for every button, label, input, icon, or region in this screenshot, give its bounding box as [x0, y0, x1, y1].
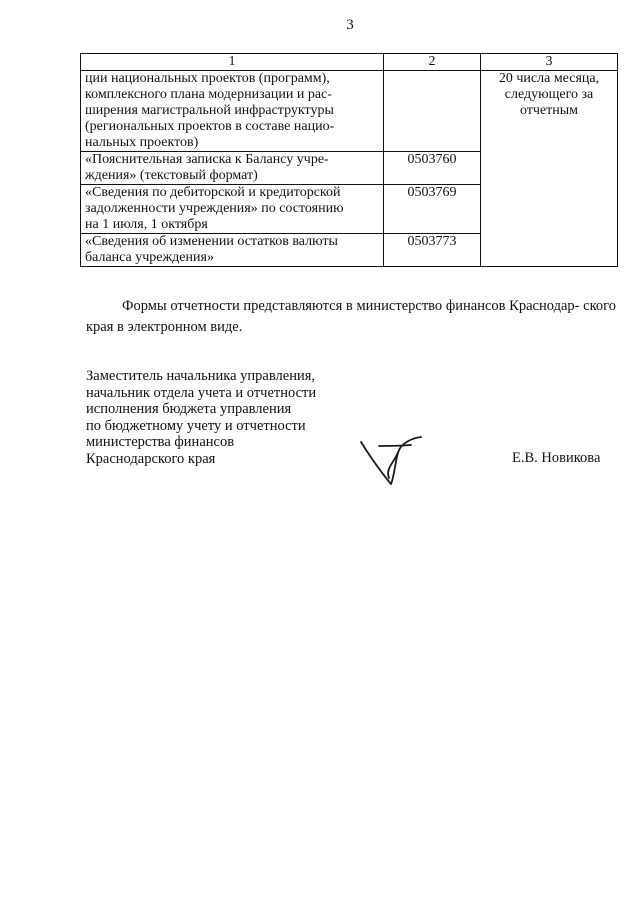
position-line: Краснодарского края [86, 450, 216, 467]
header-cell-2: 2 [384, 54, 481, 71]
form-name-line: «Сведения по дебиторской и кредиторской [85, 185, 341, 200]
signatory-name: Е.В. Новикова [512, 450, 601, 466]
position-line: исполнения бюджета управления [86, 401, 292, 417]
submission-paragraph [86, 296, 616, 338]
form-name-line: (региональных проектов в составе нацио- [85, 119, 335, 134]
form-name-line: «Сведения об изменении остатков валюты [85, 234, 338, 249]
form-code-cell: 0503773 [384, 234, 481, 267]
report-forms-table [80, 53, 618, 267]
form-name-line: «Пояснительная записка к Балансу учре- [85, 152, 329, 167]
form-code-cell: 0503769 [384, 185, 481, 234]
form-name-line: комплексного плана модернизации и рас- [85, 87, 332, 102]
form-name-line: ждения» (текстовый формат) [85, 168, 258, 183]
form-name-line: ширения магистральной инфраструктуры [85, 103, 334, 118]
table-header-row [81, 54, 618, 71]
page-number: 3 [346, 17, 354, 33]
deadline-line: 20 числа месяца, [498, 71, 600, 86]
form-name-line: ции национальных проектов (программ), [85, 71, 330, 86]
form-name-cell [81, 71, 384, 152]
position-line: Заместитель начальника управления, [86, 368, 316, 384]
paragraph-line: ского края в электронном виде. [86, 298, 617, 335]
position-line: начальник отдела учета и отчетности [86, 384, 317, 401]
form-name-cell [81, 152, 384, 185]
form-name-cell [81, 234, 384, 267]
deadline-line: следующего за [504, 87, 594, 102]
handwritten-signature [355, 428, 425, 488]
deadline-line: отчетным [519, 103, 579, 118]
form-name-line: баланса учреждения» [85, 250, 214, 265]
table-row [81, 71, 618, 152]
form-code-cell: 0503760 [384, 152, 481, 185]
paragraph-line: Формы отчетности представляются в министерство финансов Краснодар- [122, 298, 580, 314]
position-line: министерства финансов [86, 434, 235, 450]
form-name-cell [81, 185, 384, 234]
form-code-cell [384, 71, 481, 152]
form-name-line: на 1 июля, 1 октября [85, 217, 208, 232]
header-cell-3: 3 [481, 54, 618, 71]
deadline-cell [481, 71, 618, 267]
header-cell-1: 1 [81, 54, 384, 71]
position-line: по бюджетному учету и отчетности [86, 417, 306, 434]
signatory-position [86, 368, 316, 467]
form-name-line: задолженности учреждения» по состоянию [85, 201, 344, 216]
form-name-line: нальных проектов) [85, 135, 199, 150]
